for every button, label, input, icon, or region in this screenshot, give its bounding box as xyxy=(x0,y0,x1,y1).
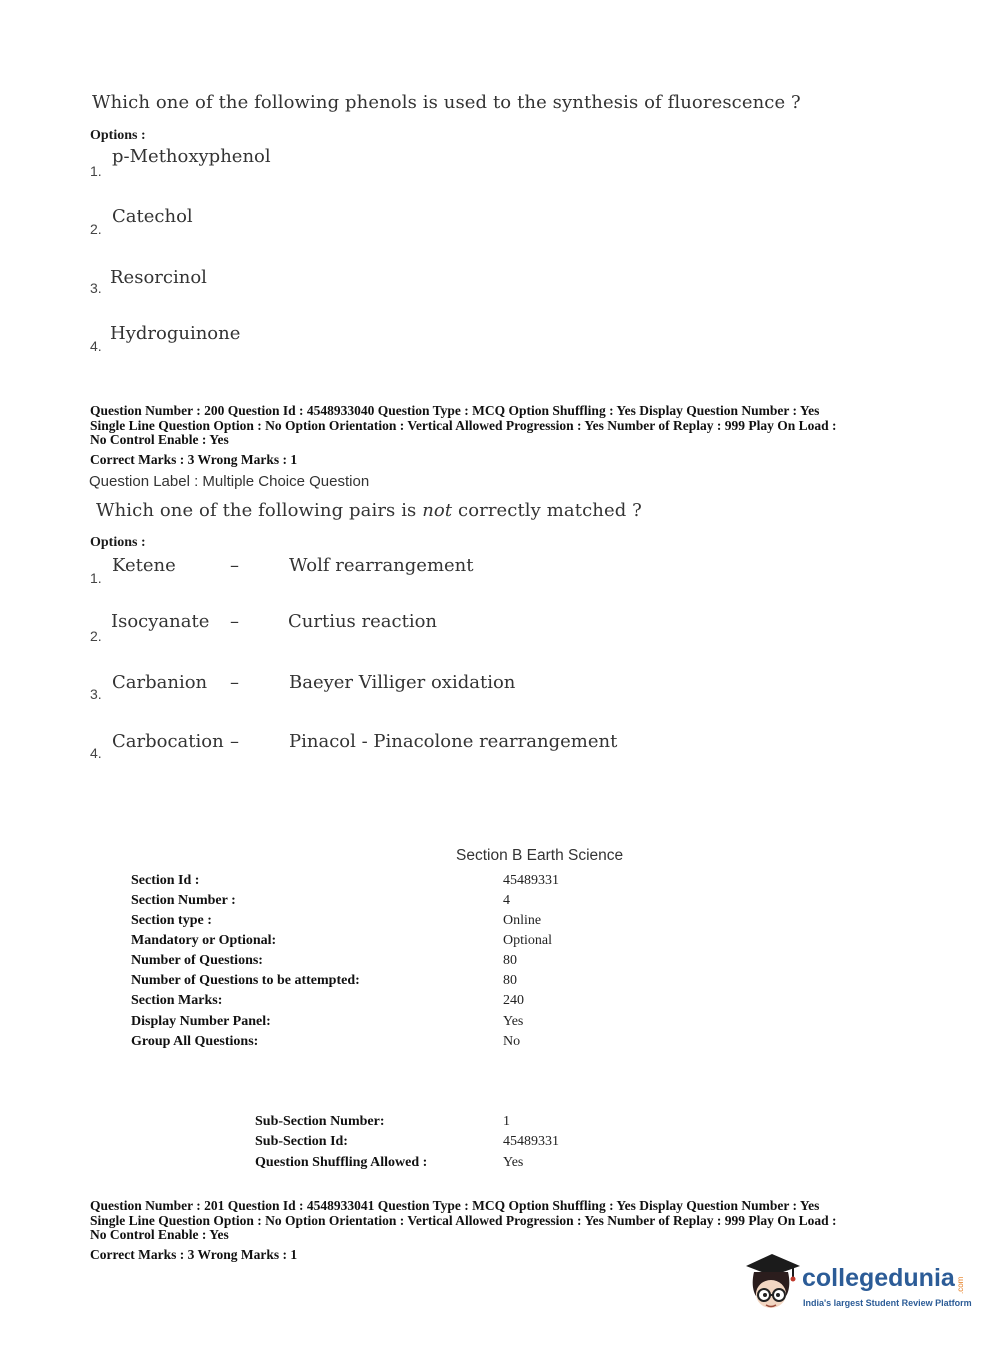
section-info-key: Section type : xyxy=(131,913,212,928)
question-200-label: Question Label : Multiple Choice Question xyxy=(89,473,370,490)
section-info-key: Display Number Panel: xyxy=(131,1014,271,1029)
option-text: Resorcinol xyxy=(110,267,207,288)
subsection-info-key: Question Shuffling Allowed : xyxy=(255,1155,428,1170)
logo-wordmark: collegedunia xyxy=(802,1264,955,1292)
logo-tagline: India's largest Student Review Platform xyxy=(803,1298,972,1308)
question-200-options-label: Options : xyxy=(90,535,146,550)
option-dash: – xyxy=(230,731,239,752)
option-dash: – xyxy=(230,611,239,632)
mascot-icon xyxy=(742,1250,804,1316)
section-info-value: 240 xyxy=(503,993,524,1008)
option-text: p-Methoxyphenol xyxy=(112,146,271,167)
option-number: 2. xyxy=(90,221,102,237)
section-info-value: 45489331 xyxy=(503,873,559,888)
option-right-term: Baeyer Villiger oxidation xyxy=(289,672,516,693)
subsection-info-key: Sub-Section Number: xyxy=(255,1114,385,1129)
metadata-line: Question Number : 201 Question Id : 4548933041 Question Type : MCQ Option Shuffling : Yes Display Question Number : Yes xyxy=(90,1198,820,1213)
option-number: 4. xyxy=(90,338,102,354)
subsection-info-key: Sub-Section Id: xyxy=(255,1134,348,1149)
option-number: 1. xyxy=(90,163,102,179)
question-201-marks: Correct Marks : 3 Wrong Marks : 1 xyxy=(90,1247,298,1262)
logo-suffix-box xyxy=(956,1266,968,1296)
collegedunia-logo xyxy=(742,1250,972,1320)
metadata-line: Single Line Question Option : No Option Orientation : Vertical Allowed Progression : Yes Number of Replay : 999 Play On Load : xyxy=(90,417,837,433)
option-right-term: Wolf rearrangement xyxy=(289,555,474,576)
option-right-term: Pinacol - Pinacolone rearrangement xyxy=(289,731,618,752)
section-info-key: Section Id : xyxy=(131,873,200,888)
section-info-key: Mandatory or Optional: xyxy=(131,933,277,948)
section-info-key: Number of Questions to be attempted: xyxy=(131,973,360,988)
question-text-part: correctly matched ? xyxy=(452,500,642,521)
section-info-value: Optional xyxy=(503,933,552,948)
option-left-term: Ketene xyxy=(112,555,176,576)
subsection-info-value: 1 xyxy=(503,1114,510,1129)
option-left-term: Carbocation xyxy=(112,731,224,752)
option-left-term: Carbanion xyxy=(112,672,208,693)
section-info-key: Section Number : xyxy=(131,893,236,908)
option-dash: – xyxy=(230,555,239,576)
option-right-term: Curtius reaction xyxy=(288,611,438,632)
question-201-metadata xyxy=(90,1199,930,1243)
option-text: Hydroguinone xyxy=(110,323,241,344)
section-info-value: 80 xyxy=(503,973,517,988)
question-text-part: Which one of the following pairs is xyxy=(96,500,423,521)
metadata-line: No Control Enable : Yes xyxy=(90,432,229,447)
section-info-value: No xyxy=(503,1034,521,1049)
section-info-key: Group All Questions: xyxy=(131,1034,259,1049)
question-200-marks: Correct Marks : 3 Wrong Marks : 1 xyxy=(90,452,298,467)
question-199-text: Which one of the following phenols is used to the synthesis of fluorescence ? xyxy=(92,92,801,113)
option-number: 4. xyxy=(90,745,102,761)
option-number: 3. xyxy=(90,280,102,296)
option-number: 3. xyxy=(90,686,102,702)
question-200-text xyxy=(96,500,642,521)
section-info-value: 80 xyxy=(503,953,517,968)
question-200-metadata xyxy=(90,404,930,448)
section-info-key: Number of Questions: xyxy=(131,953,263,968)
option-left-term: Isocyanate xyxy=(111,611,210,632)
section-info-value: Yes xyxy=(503,1014,524,1029)
logo-suffix: .com xyxy=(956,1276,965,1294)
option-number: 1. xyxy=(90,570,102,586)
section-title: Section B Earth Science xyxy=(456,847,624,864)
metadata-line: Single Line Question Option : No Option Orientation : Vertical Allowed Progression : Yes Number of Replay : 999 Play On Load : xyxy=(90,1212,837,1228)
question-199-options-label: Options : xyxy=(90,128,146,143)
section-info-key: Section Marks: xyxy=(131,993,223,1008)
option-dash: – xyxy=(230,672,239,693)
metadata-line: No Control Enable : Yes xyxy=(90,1227,229,1242)
subsection-info-value: 45489331 xyxy=(503,1134,559,1149)
subsection-info-value: Yes xyxy=(503,1155,524,1170)
option-text: Catechol xyxy=(112,206,193,227)
section-info-value: 4 xyxy=(503,893,510,908)
question-text-emphasis: not xyxy=(422,500,453,521)
section-info-value: Online xyxy=(503,913,542,928)
metadata-line: Question Number : 200 Question Id : 4548933040 Question Type : MCQ Option Shuffling : Yes Display Question Number : Yes xyxy=(90,403,820,418)
option-number: 2. xyxy=(90,628,102,644)
